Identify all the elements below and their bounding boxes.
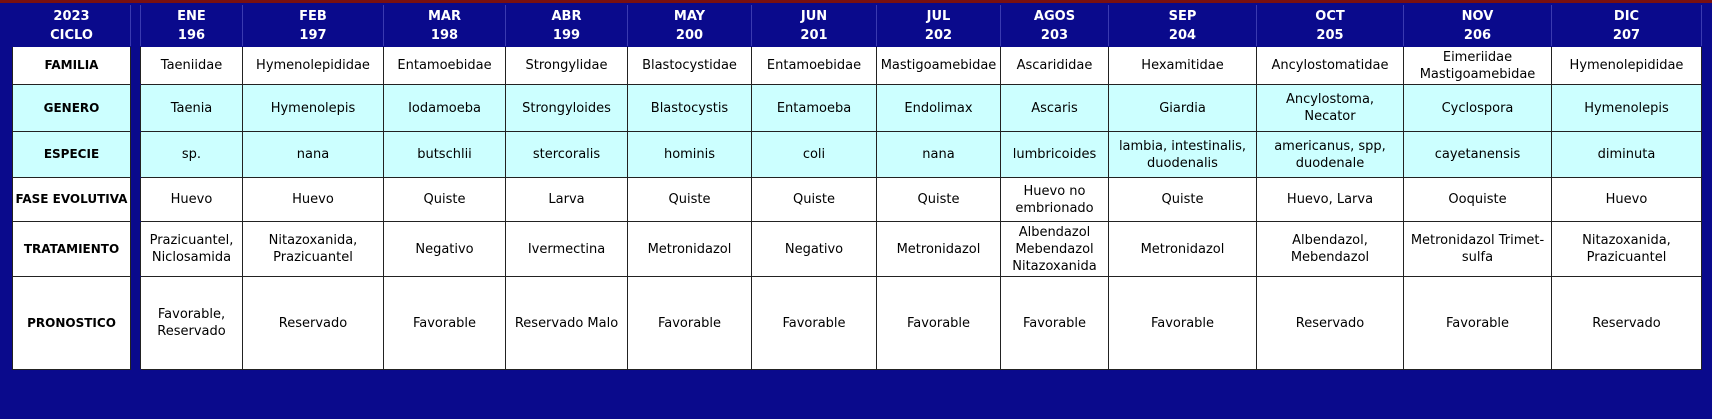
month-name: JUL bbox=[926, 9, 951, 24]
table-cell: Reservado bbox=[243, 277, 384, 370]
table-cell: Strongyloides bbox=[506, 85, 628, 132]
table-cell: Taenia bbox=[141, 85, 243, 132]
table-cell: Hymenolepididae bbox=[243, 47, 384, 85]
month-header bbox=[384, 6, 506, 47]
column-gap bbox=[131, 277, 141, 370]
table-cell: Entamoeba bbox=[752, 85, 877, 132]
footer-cell bbox=[877, 370, 1001, 383]
table-cell: Blastocystis bbox=[628, 85, 752, 132]
top-border bbox=[0, 0, 1712, 3]
month-header bbox=[1109, 6, 1257, 47]
month-header bbox=[1552, 6, 1702, 47]
footer-cell bbox=[13, 370, 131, 383]
table-cell: Larva bbox=[506, 178, 628, 222]
table-cell: Blastocystidae bbox=[628, 47, 752, 85]
table-row bbox=[13, 277, 1702, 370]
footer-cell bbox=[752, 370, 877, 383]
table-cell: hominis bbox=[628, 132, 752, 178]
month-header bbox=[506, 6, 628, 47]
header-row bbox=[13, 6, 1702, 47]
table-row bbox=[13, 85, 1702, 132]
table-cell: Cyclospora bbox=[1404, 85, 1552, 132]
table-cell: Hymenolepis bbox=[1552, 85, 1702, 132]
table-cell: Albendazol Mebendazol Nitazoxanida bbox=[1001, 222, 1109, 277]
table-cell: nana bbox=[243, 132, 384, 178]
table-cell: Metronidazol bbox=[1109, 222, 1257, 277]
table-cell: Metronidazol bbox=[628, 222, 752, 277]
table-cell: Giardia bbox=[1109, 85, 1257, 132]
table-cell: Iodamoeba bbox=[384, 85, 506, 132]
row-label: GENERO bbox=[13, 85, 131, 132]
footer-cell bbox=[1001, 370, 1109, 383]
row-label: TRATAMIENTO bbox=[13, 222, 131, 277]
column-gap bbox=[131, 47, 141, 85]
month-cycle: 201 bbox=[800, 28, 828, 43]
row-label: FASE EVOLUTIVA bbox=[13, 178, 131, 222]
table-cell: Nitazoxanida, Prazicuantel bbox=[1552, 222, 1702, 277]
table-cell: Albendazol, Mebendazol bbox=[1257, 222, 1404, 277]
month-header bbox=[141, 6, 243, 47]
column-gap bbox=[131, 132, 141, 178]
footer-cell bbox=[1109, 370, 1257, 383]
month-cycle: 202 bbox=[924, 28, 953, 43]
table-cell: Favorable bbox=[1001, 277, 1109, 370]
month-name: JUN bbox=[800, 9, 828, 24]
month-name: MAR bbox=[427, 9, 461, 24]
column-gap bbox=[131, 85, 141, 132]
table-cell: Nitazoxanida, Prazicuantel bbox=[243, 222, 384, 277]
month-header bbox=[1001, 6, 1109, 47]
table-cell: Reservado bbox=[1257, 277, 1404, 370]
table-row bbox=[13, 222, 1702, 277]
month-name: FEB bbox=[299, 9, 327, 24]
table-cell: Favorable bbox=[384, 277, 506, 370]
table-cell: lumbricoides bbox=[1001, 132, 1109, 178]
table-cell: Mastigoamebidae bbox=[877, 47, 1001, 85]
table-cell: Ooquiste bbox=[1404, 178, 1552, 222]
month-cycle: 204 bbox=[1168, 28, 1197, 43]
table-cell: Quiste bbox=[1109, 178, 1257, 222]
table-cell: lambia, intestinalis, duodenalis bbox=[1109, 132, 1257, 178]
month-name: MAY bbox=[673, 9, 706, 24]
table-cell: Hexamitidae bbox=[1109, 47, 1257, 85]
table-cell: Metronidazol Trimet-sulfa bbox=[1404, 222, 1552, 277]
table-cell: Endolimax bbox=[877, 85, 1001, 132]
table-row bbox=[13, 47, 1702, 85]
footer-cell bbox=[1257, 370, 1404, 383]
month-name: AGOS bbox=[1033, 9, 1076, 24]
table-cell: nana bbox=[877, 132, 1001, 178]
table-cell: Favorable bbox=[1109, 277, 1257, 370]
table-cell: diminuta bbox=[1552, 132, 1702, 178]
table-row bbox=[13, 178, 1702, 222]
table-cell: Favorable bbox=[628, 277, 752, 370]
footer-cell bbox=[1404, 370, 1552, 383]
table-cell: Ascaris bbox=[1001, 85, 1109, 132]
footer-cell bbox=[141, 370, 243, 383]
month-header bbox=[1257, 6, 1404, 47]
table-cell: Huevo bbox=[141, 178, 243, 222]
table-cell: butschlii bbox=[384, 132, 506, 178]
year-cycle-header bbox=[13, 6, 131, 47]
table-cell: Favorable bbox=[1404, 277, 1552, 370]
table-cell: cayetanensis bbox=[1404, 132, 1552, 178]
parasite-table-frame bbox=[12, 5, 1712, 419]
month-cycle: 203 bbox=[1040, 28, 1069, 43]
month-name: SEP bbox=[1168, 9, 1197, 24]
table-cell: Huevo bbox=[1552, 178, 1702, 222]
row-label: PRONOSTICO bbox=[13, 277, 131, 370]
month-name: DIC bbox=[1613, 9, 1640, 24]
table-row bbox=[13, 132, 1702, 178]
table-cell: Huevo no embrionado bbox=[1001, 178, 1109, 222]
table-cell: Eimeriidae Mastigoamebidae bbox=[1404, 47, 1552, 85]
table-cell: Reservado bbox=[1552, 277, 1702, 370]
month-header bbox=[243, 6, 384, 47]
row-label: ESPECIE bbox=[13, 132, 131, 178]
table-cell: Favorable, Reservado bbox=[141, 277, 243, 370]
table-cell: Entamoebidae bbox=[752, 47, 877, 85]
month-cycle: 198 bbox=[430, 28, 459, 43]
footer-cell bbox=[384, 370, 506, 383]
table-cell: coli bbox=[752, 132, 877, 178]
footer-cell bbox=[1552, 370, 1702, 383]
cycle-label: CICLO bbox=[50, 28, 93, 43]
table-cell: Ancylostoma, Necator bbox=[1257, 85, 1404, 132]
table-cell: Taeniidae bbox=[141, 47, 243, 85]
month-header bbox=[752, 6, 877, 47]
footer-cell bbox=[628, 370, 752, 383]
month-name: ENE bbox=[177, 9, 206, 24]
table-cell: americanus, spp, duodenale bbox=[1257, 132, 1404, 178]
table-cell: sp. bbox=[141, 132, 243, 178]
column-gap bbox=[131, 6, 141, 47]
table-cell: Strongylidae bbox=[506, 47, 628, 85]
table-cell: Negativo bbox=[384, 222, 506, 277]
table-cell: Huevo, Larva bbox=[1257, 178, 1404, 222]
table-cell: Quiste bbox=[752, 178, 877, 222]
month-name: ABR bbox=[551, 9, 582, 24]
month-cycle: 206 bbox=[1463, 28, 1492, 43]
row-label: FAMILIA bbox=[13, 47, 131, 85]
footer-cell bbox=[243, 370, 384, 383]
month-cycle: 200 bbox=[675, 28, 704, 43]
column-gap bbox=[131, 178, 141, 222]
year-label: 2023 bbox=[53, 9, 90, 24]
table-cell: Huevo bbox=[243, 178, 384, 222]
month-name: OCT bbox=[1315, 9, 1345, 24]
table-cell: Hymenolepis bbox=[243, 85, 384, 132]
month-cycle: 196 bbox=[177, 28, 206, 43]
month-cycle: 205 bbox=[1316, 28, 1344, 43]
month-name: NOV bbox=[1461, 9, 1494, 24]
table-cell: Quiste bbox=[877, 178, 1001, 222]
parasite-calendar-table bbox=[12, 5, 1702, 383]
table-cell: Entamoebidae bbox=[384, 47, 506, 85]
table-cell: Ancylostomatidae bbox=[1257, 47, 1404, 85]
footer-cell bbox=[131, 370, 141, 383]
month-cycle: 197 bbox=[299, 28, 327, 43]
table-cell: stercoralis bbox=[506, 132, 628, 178]
table-cell: Ivermectina bbox=[506, 222, 628, 277]
table-cell: Quiste bbox=[384, 178, 506, 222]
footer-band bbox=[13, 370, 1702, 383]
table-cell: Reservado Malo bbox=[506, 277, 628, 370]
table-cell: Negativo bbox=[752, 222, 877, 277]
table-cell: Ascarididae bbox=[1001, 47, 1109, 85]
table-cell: Favorable bbox=[752, 277, 877, 370]
footer-cell bbox=[506, 370, 628, 383]
table-cell: Metronidazol bbox=[877, 222, 1001, 277]
month-cycle: 207 bbox=[1612, 28, 1641, 43]
month-header bbox=[877, 6, 1001, 47]
table-cell: Hymenolepididae bbox=[1552, 47, 1702, 85]
table-cell: Quiste bbox=[628, 178, 752, 222]
month-cycle: 199 bbox=[552, 28, 581, 43]
table-cell: Favorable bbox=[877, 277, 1001, 370]
month-header bbox=[1404, 6, 1552, 47]
month-header bbox=[628, 6, 752, 47]
column-gap bbox=[131, 222, 141, 277]
table-cell: Prazicuantel, Niclosamida bbox=[141, 222, 243, 277]
